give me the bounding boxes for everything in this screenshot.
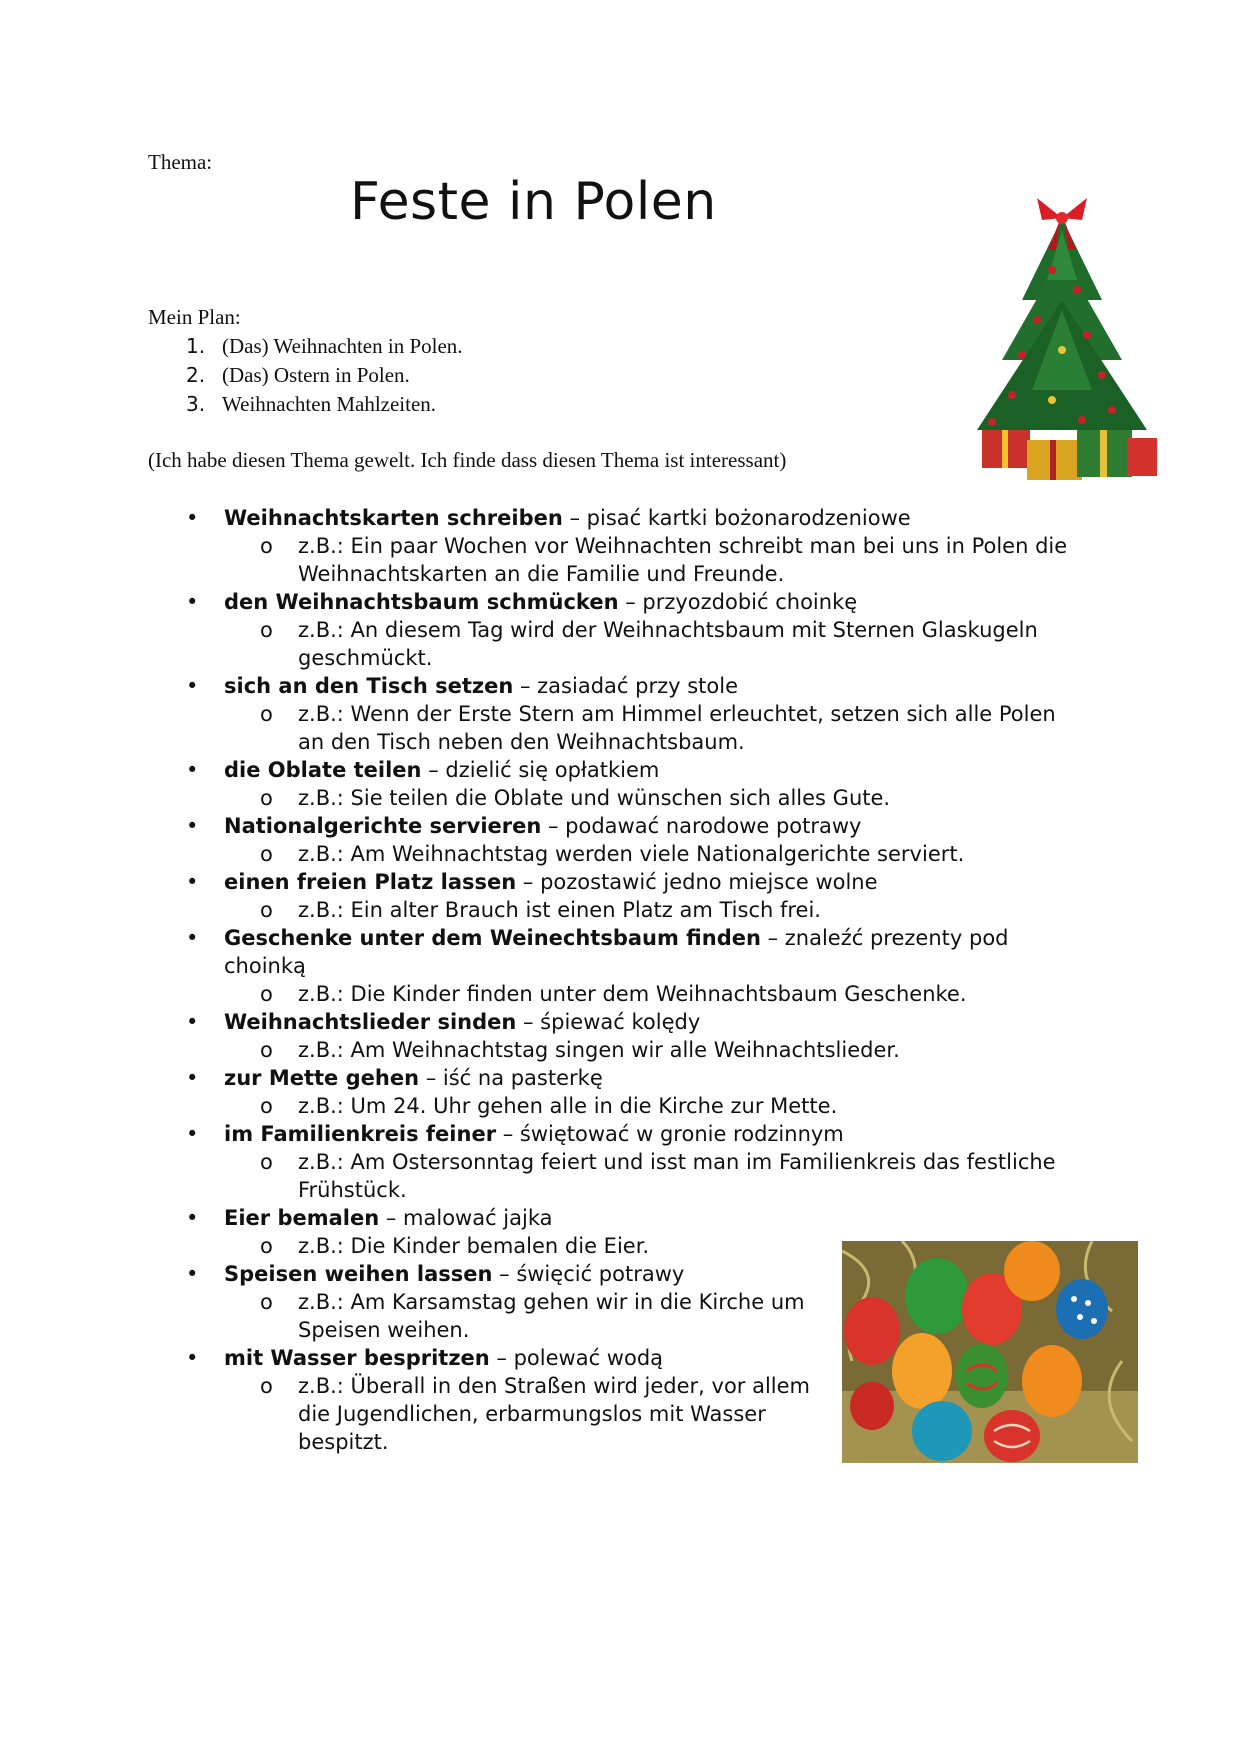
egg-green-patterned — [956, 1344, 1008, 1408]
bullet-icon: • — [186, 870, 199, 894]
easter-eggs-image — [842, 1241, 1138, 1463]
vocab-term: Speisen weihen lassen — [224, 1262, 493, 1286]
sub-bullet-icon: o — [260, 618, 273, 642]
tree-foliage — [977, 218, 1147, 430]
vocab-entry — [186, 1204, 1086, 1232]
example-text: z.B.: Die Kinder finden unter dem Weihnachtsbaum Geschenke. — [298, 982, 967, 1006]
vocab-term: Geschenke unter dem Weinechtsbaum finden — [224, 926, 761, 950]
vocab-entry — [186, 1008, 1086, 1036]
vocab-term: im Familienkreis feiner — [224, 1122, 497, 1146]
vocab-entry — [186, 868, 1086, 896]
plan-item-number: 3. — [186, 392, 206, 416]
plan-item-number: 1. — [186, 334, 206, 358]
gift-boxes — [982, 425, 1157, 480]
sub-bullet-icon: o — [260, 1038, 273, 1062]
vocab-translation: – polewać wodą — [489, 1346, 664, 1370]
example-text: z.B.: Am Ostersonntag feiert und isst man im Familienkreis das festliche Frühstück. — [298, 1150, 1056, 1202]
bullet-icon: • — [186, 590, 199, 614]
example-text: z.B.: An diesem Tag wird der Weihnachtsbaum mit Sternen Glaskugeln geschmückt. — [298, 618, 1038, 670]
vocab-translation: – zasiadać przy stole — [513, 674, 738, 698]
vocab-term: Eier bemalen — [224, 1206, 380, 1230]
vocab-term: Weihnachtslieder sinden — [224, 1010, 517, 1034]
plan-label: Mein Plan: — [148, 305, 241, 329]
sub-bullet-icon: o — [260, 842, 273, 866]
vocab-entry — [186, 672, 1086, 700]
vocab-example — [186, 1372, 818, 1456]
bullet-icon: • — [186, 1346, 199, 1370]
topic-note: (Ich habe diesen Thema gewelt. Ich finde dass diesen Thema ist interessant) — [148, 448, 787, 472]
egg-teal — [912, 1401, 972, 1461]
vocab-term: den Weihnachtsbaum schmücken — [224, 590, 619, 614]
plan-item — [186, 332, 463, 361]
bullet-icon: • — [186, 506, 199, 530]
vocab-example — [186, 1288, 838, 1344]
vocab-translation: – dzielić się opłatkiem — [421, 758, 660, 782]
egg-red-patterned — [984, 1410, 1040, 1462]
vocab-entry — [186, 504, 1086, 532]
vocab-translation: – znaleźć prezenty pod choinką — [224, 926, 1009, 978]
example-text: z.B.: Sie teilen die Oblate und wünschen sich alles Gute. — [298, 786, 891, 810]
example-text: z.B.: Ein paar Wochen vor Weihnachten schreibt man bei uns in Polen die Weihnachtskarten an die Familie und Freunde. — [298, 534, 1068, 586]
vocab-translation: – iść na pasterkę — [419, 1066, 603, 1090]
egg-orange — [1004, 1241, 1060, 1301]
christmas-tree-image — [952, 190, 1172, 490]
vocab-entry — [186, 1064, 1086, 1092]
egg-green — [905, 1258, 969, 1334]
example-text: z.B.: Am Karsamstag gehen wir in die Kirche um Speisen weihen. — [298, 1290, 805, 1342]
plan-item — [186, 390, 463, 419]
sub-bullet-icon: o — [260, 1290, 273, 1314]
example-text: z.B.: Die Kinder bemalen die Eier. — [298, 1234, 650, 1258]
vocab-translation: – przyozdobić choinkę — [618, 590, 858, 614]
vocab-term: sich an den Tisch setzen — [224, 674, 514, 698]
egg-orange-3 — [1022, 1345, 1082, 1417]
vocab-example — [186, 532, 1086, 588]
sub-bullet-icon: o — [260, 1234, 273, 1258]
bullet-icon: • — [186, 926, 199, 950]
vocab-entry — [186, 812, 1086, 840]
vocab-example — [186, 1092, 1086, 1120]
vocab-example — [186, 840, 1086, 868]
sub-bullet-icon: o — [260, 702, 273, 726]
vocab-translation: – śpiewać kolędy — [516, 1010, 701, 1034]
egg-red — [844, 1297, 900, 1365]
sub-bullet-icon: o — [260, 1150, 273, 1174]
example-text: z.B.: Wenn der Erste Stern am Himmel erleuchtet, setzen sich alle Polen an den Tisch neben den Weihnachtsbaum. — [298, 702, 1056, 754]
example-text: z.B.: Überall in den Straßen wird jeder, vor allem die Jugendlichen, erbarmungslos mit Wasser bespitzt. — [298, 1374, 811, 1454]
sub-bullet-icon: o — [260, 534, 273, 558]
vocab-term: Weihnachtskarten schreiben — [224, 506, 563, 530]
vocab-translation: – podawać narodowe potrawy — [541, 814, 862, 838]
vocab-example — [186, 980, 1086, 1008]
thema-label: Thema: — [148, 150, 213, 174]
example-text: z.B.: Am Weihnachtstag werden viele Nationalgerichte serviert. — [298, 842, 965, 866]
bullet-icon: • — [186, 1262, 199, 1286]
vocab-entry — [186, 756, 1086, 784]
vocab-example — [186, 1148, 1086, 1204]
bullet-icon: • — [186, 758, 199, 782]
bullet-icon: • — [186, 1206, 199, 1230]
example-text: z.B.: Um 24. Uhr gehen alle in die Kirche zur Mette. — [298, 1094, 838, 1118]
vocab-translation: – pisać kartki bożonarodzeniowe — [562, 506, 911, 530]
egg-blue-dotted — [1056, 1279, 1108, 1339]
sub-bullet-icon: o — [260, 898, 273, 922]
plan-item-text: (Das) Weihnachten in Polen. — [222, 334, 463, 358]
sub-bullet-icon: o — [260, 1374, 273, 1398]
vocab-term: zur Mette gehen — [224, 1066, 420, 1090]
vocab-term: einen freien Platz lassen — [224, 870, 517, 894]
plan-item-number: 2. — [186, 363, 206, 387]
bullet-icon: • — [186, 674, 199, 698]
bullet-icon: • — [186, 1010, 199, 1034]
example-text: z.B.: Am Weihnachtstag singen wir alle Weihnachtslieder. — [298, 1038, 900, 1062]
vocab-entry — [186, 924, 1086, 980]
plan-item-text: Weihnachten Mahlzeiten. — [222, 392, 437, 416]
plan-item — [186, 361, 463, 390]
vocab-translation: – świętować w gronie rodzinnym — [496, 1122, 844, 1146]
vocab-term: mit Wasser bespritzen — [224, 1346, 490, 1370]
vocab-translation: – pozostawić jedno miejsce wolne — [516, 870, 878, 894]
vocab-entry — [186, 588, 1086, 616]
vocab-example — [186, 784, 1086, 812]
bullet-icon: • — [186, 1066, 199, 1090]
bullet-icon: • — [186, 814, 199, 838]
bullet-icon: • — [186, 1122, 199, 1146]
sub-bullet-icon: o — [260, 786, 273, 810]
vocab-term: Nationalgerichte servieren — [224, 814, 542, 838]
vocab-example — [186, 700, 1086, 756]
vocab-example — [186, 896, 1086, 924]
plan-list — [186, 332, 463, 419]
example-text: z.B.: Ein alter Brauch ist einen Platz am Tisch frei. — [298, 898, 821, 922]
vocab-translation: – malować jajka — [379, 1206, 553, 1230]
vocab-example — [186, 1036, 1086, 1064]
vocab-term: die Oblate teilen — [224, 758, 422, 782]
sub-bullet-icon: o — [260, 1094, 273, 1118]
egg-red-3 — [850, 1382, 894, 1430]
vocab-translation: – święcić potrawy — [492, 1262, 685, 1286]
egg-orange-2 — [892, 1333, 952, 1409]
plan-item-text: (Das) Ostern in Polen. — [222, 363, 410, 387]
page-title: Feste in Polen — [350, 172, 717, 232]
vocab-example — [186, 616, 1086, 672]
sub-bullet-icon: o — [260, 982, 273, 1006]
vocab-entry — [186, 1120, 1086, 1148]
